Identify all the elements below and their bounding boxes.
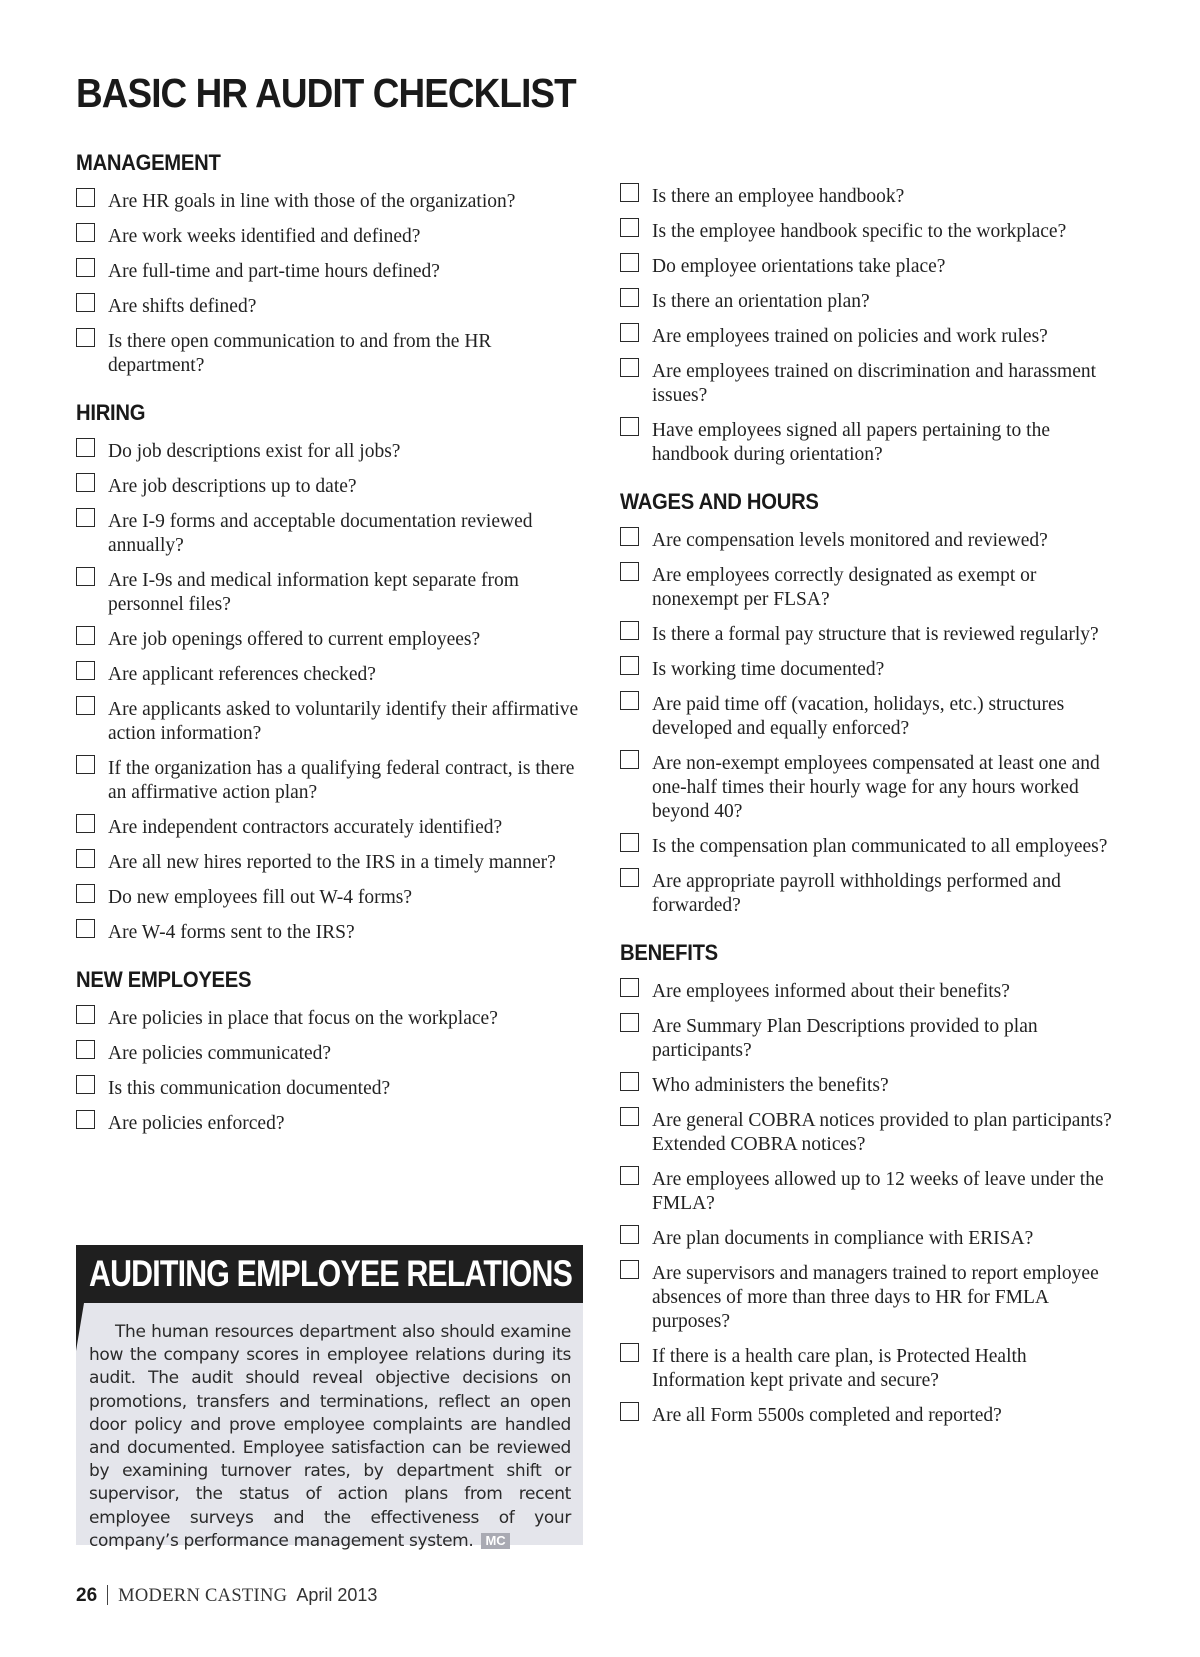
checkbox[interactable] <box>620 253 639 272</box>
sidebar-box <box>76 1245 583 1551</box>
checkbox[interactable] <box>76 1040 95 1059</box>
checkbox[interactable] <box>76 919 95 938</box>
magazine-name: MODERN CASTING <box>118 1586 288 1606</box>
checklist-item-text: Are job descriptions up to date? <box>108 476 357 497</box>
page-footer <box>76 1585 377 1607</box>
checklist-item <box>620 1168 1120 1216</box>
checklist-item <box>76 440 591 464</box>
checkbox[interactable] <box>620 656 639 675</box>
checklist-item-text: Are employees correctly designated as exempt or nonexempt per FLSA? <box>652 565 1037 610</box>
checklist-item-text: Are all Form 5500s completed and reported? <box>652 1405 1002 1426</box>
sidebar-title: AUDITING EMPLOYEE RELATIONS <box>89 1253 572 1294</box>
checklist-item <box>620 1262 1120 1334</box>
checklist-item <box>620 1404 1120 1428</box>
checklist-item <box>76 816 591 840</box>
checkbox[interactable] <box>76 1075 95 1094</box>
right-column <box>620 185 1120 1450</box>
checklist-item <box>76 663 591 687</box>
checklist-item <box>620 980 1120 1004</box>
checklist-item <box>76 886 591 910</box>
checkbox[interactable] <box>620 417 639 436</box>
checkbox[interactable] <box>620 1225 639 1244</box>
checkbox[interactable] <box>620 1107 639 1126</box>
section-heading: HIRING <box>76 400 146 425</box>
checklist-item <box>620 220 1120 244</box>
checkbox[interactable] <box>620 183 639 202</box>
sidebar-body <box>89 1321 571 1553</box>
checklist-item-text: Do job descriptions exist for all jobs? <box>108 441 401 462</box>
checklist-item-text: Are I-9 forms and acceptable documentation reviewed annually? <box>108 511 533 556</box>
checkbox[interactable] <box>76 849 95 868</box>
checklist-item <box>76 628 591 652</box>
checkbox[interactable] <box>620 358 639 377</box>
checklist-item <box>76 295 591 319</box>
checklist-item <box>620 752 1120 824</box>
checklist-item <box>76 190 591 214</box>
checklist-item-text: Are employees trained on discrimination and harassment issues? <box>652 361 1097 406</box>
page-title: BASIC HR AUDIT CHECKLIST <box>76 70 576 116</box>
checkbox[interactable] <box>76 188 95 207</box>
checklist-item-text: Is the employee handbook specific to the workplace? <box>652 221 1067 242</box>
section-heading: NEW EMPLOYEES <box>76 967 252 992</box>
section-heading: BENEFITS <box>620 940 718 965</box>
checkbox[interactable] <box>76 1110 95 1129</box>
mc-logo-badge: MC <box>481 1533 509 1549</box>
checkbox[interactable] <box>76 884 95 903</box>
checkbox[interactable] <box>76 567 95 586</box>
checklist-item-text: Is the compensation plan communicated to all employees? <box>652 836 1108 857</box>
checkbox[interactable] <box>76 661 95 680</box>
checklist-item-text: Is there an employee handbook? <box>652 186 905 207</box>
checkbox[interactable] <box>620 1402 639 1421</box>
checkbox[interactable] <box>76 473 95 492</box>
checklist-item-text: Is working time documented? <box>652 659 885 680</box>
checklist-item-text: Are policies enforced? <box>108 1113 285 1134</box>
checklist-item <box>620 290 1120 314</box>
checkbox[interactable] <box>76 696 95 715</box>
checklist-item <box>76 510 591 558</box>
checklist-item-text: Is there open communication to and from the HR department? <box>108 331 492 376</box>
checklist-item-text: Are employees informed about their benefits? <box>652 981 1010 1002</box>
checklist-item <box>76 1112 591 1136</box>
checklist-item <box>76 330 591 378</box>
section-benefits <box>620 940 1120 1428</box>
checklist-item-text: Are policies in place that focus on the workplace? <box>108 1008 498 1029</box>
checklist-item-text: Are plan documents in compliance with ERISA? <box>652 1228 1034 1249</box>
checkbox[interactable] <box>76 293 95 312</box>
checkbox[interactable] <box>620 868 639 887</box>
checklist-item-text: Have employees signed all papers pertaining to the handbook during orientation? <box>652 420 1050 465</box>
checklist-item <box>76 225 591 249</box>
checkbox[interactable] <box>76 223 95 242</box>
checkbox[interactable] <box>620 323 639 342</box>
checklist-item-text: Are I-9s and medical information kept separate from personnel files? <box>108 570 519 615</box>
checklist-item-text: If there is a health care plan, is Protected Health Information kept private and secure? <box>652 1346 1027 1391</box>
checklist-item-text: If the organization has a qualifying federal contract, is there an affirmative action plan? <box>108 758 575 803</box>
checklist-item <box>76 1007 591 1031</box>
checklist-item-text: Are Summary Plan Descriptions provided to plan participants? <box>652 1016 1038 1061</box>
checkbox[interactable] <box>620 527 639 546</box>
checkbox[interactable] <box>76 328 95 347</box>
checkbox[interactable] <box>76 814 95 833</box>
section-handbook <box>620 185 1120 467</box>
checklist-item <box>620 1074 1120 1098</box>
sidebar-banner <box>76 1245 583 1303</box>
checklist-item <box>620 870 1120 918</box>
checklist-item-text: Are non-exempt employees compensated at least one and one-half times their hourly wage for any hours worked beyond 40? <box>652 753 1100 822</box>
section-heading: MANAGEMENT <box>76 150 221 175</box>
checkbox[interactable] <box>76 508 95 527</box>
footer-divider <box>107 1585 108 1605</box>
checklist-item-text: Are all new hires reported to the IRS in a timely manner? <box>108 852 556 873</box>
checklist-item <box>620 1109 1120 1157</box>
checklist-item-text: Are applicant references checked? <box>108 664 376 685</box>
checklist-item <box>76 921 591 945</box>
checklist-item <box>76 260 591 284</box>
section-new-employees <box>76 967 591 1136</box>
checklist-item <box>620 693 1120 741</box>
checklist-item-text: Are employees allowed up to 12 weeks of leave under the FMLA? <box>652 1169 1104 1214</box>
checkbox[interactable] <box>620 1072 639 1091</box>
checklist-item <box>76 475 591 499</box>
page-number: 26 <box>76 1585 98 1606</box>
checklist-item-text: Are HR goals in line with those of the organization? <box>108 191 516 212</box>
checklist-item <box>76 757 591 805</box>
checkbox[interactable] <box>76 438 95 457</box>
checklist-item-text: Who administers the benefits? <box>652 1075 889 1096</box>
checklist-item <box>620 1015 1120 1063</box>
checklist-item <box>76 851 591 875</box>
checkbox[interactable] <box>76 755 95 774</box>
section-management <box>76 150 591 378</box>
checklist-item <box>620 564 1120 612</box>
checkbox[interactable] <box>620 288 639 307</box>
section-hiring <box>76 400 591 945</box>
checklist-item <box>620 835 1120 859</box>
checkbox[interactable] <box>620 1260 639 1279</box>
checklist-item <box>76 1042 591 1066</box>
checklist-item <box>620 255 1120 279</box>
checklist-item <box>620 529 1120 553</box>
checklist-item <box>620 325 1120 349</box>
section-heading: WAGES AND HOURS <box>620 489 819 514</box>
checklist-item-text: Are appropriate payroll withholdings performed and forwarded? <box>652 871 1061 916</box>
checklist-item-text: Are independent contractors accurately identified? <box>108 817 503 838</box>
checkbox[interactable] <box>620 562 639 581</box>
checklist-item-text: Is there an orientation plan? <box>652 291 870 312</box>
checkbox[interactable] <box>620 691 639 710</box>
checkbox[interactable] <box>620 218 639 237</box>
checkbox[interactable] <box>620 1013 639 1032</box>
checklist-item <box>76 698 591 746</box>
checklist-item-text: Are general COBRA notices provided to plan participants? Extended COBRA notices? <box>652 1110 1112 1155</box>
checkbox[interactable] <box>620 1343 639 1362</box>
checklist-item-text: Are compensation levels monitored and reviewed? <box>652 530 1048 551</box>
checklist-item-text: Is there a formal pay structure that is reviewed regularly? <box>652 624 1099 645</box>
checkbox[interactable] <box>620 621 639 640</box>
sidebar-banner-flap <box>76 1303 84 1351</box>
checkbox[interactable] <box>76 258 95 277</box>
section-wages-and-hours <box>620 489 1120 918</box>
checklist-item <box>620 185 1120 209</box>
left-column <box>76 150 591 1158</box>
checklist-item-text: Are policies communicated? <box>108 1043 332 1064</box>
checklist-item-text: Do new employees fill out W-4 forms? <box>108 887 412 908</box>
checklist-item-text: Are supervisors and managers trained to report employee absences of more than three days to HR for FMLA purposes? <box>652 1263 1099 1332</box>
checklist-item-text: Do employee orientations take place? <box>652 256 946 277</box>
checkbox[interactable] <box>620 833 639 852</box>
checkbox[interactable] <box>620 978 639 997</box>
issue-date: April 2013 <box>296 1585 378 1605</box>
checklist-item <box>620 360 1120 408</box>
checkbox[interactable] <box>76 1005 95 1024</box>
checklist-item <box>620 419 1120 467</box>
checklist-item <box>620 1227 1120 1251</box>
checklist-item <box>620 623 1120 647</box>
checklist-item-text: Are applicants asked to voluntarily identify their affirmative action information? <box>108 699 579 744</box>
checkbox[interactable] <box>76 626 95 645</box>
checklist-item <box>76 569 591 617</box>
sidebar-body-text: The human resources department also should examine how the company scores in employee relations during its audit. The audit should reveal objective decisions on promotions, transfers and terminations, reflect an open door policy and prove employee complaints are handled and documented. Employee satisfaction can be reviewed by examining turnover rates, by department shift or supervisor, the status of action plans from recent employee surveys and the effectiveness of your company’s performance management system. <box>89 1322 571 1551</box>
checklist-item-text: Are paid time off (vacation, holidays, etc.) structures developed and equally enforced? <box>652 694 1065 739</box>
checklist-item-text: Are W-4 forms sent to the IRS? <box>108 922 355 943</box>
checklist-item-text: Is this communication documented? <box>108 1078 391 1099</box>
checklist-item <box>76 1077 591 1101</box>
checklist-item-text: Are shifts defined? <box>108 296 257 317</box>
checkbox[interactable] <box>620 750 639 769</box>
checkbox[interactable] <box>620 1166 639 1185</box>
checklist-item-text: Are job openings offered to current employees? <box>108 629 481 650</box>
checklist-item-text: Are full-time and part-time hours defined? <box>108 261 440 282</box>
checklist-item-text: Are work weeks identified and defined? <box>108 226 421 247</box>
checklist-item-text: Are employees trained on policies and work rules? <box>652 326 1048 347</box>
checklist-item <box>620 1345 1120 1393</box>
checklist-item <box>620 658 1120 682</box>
